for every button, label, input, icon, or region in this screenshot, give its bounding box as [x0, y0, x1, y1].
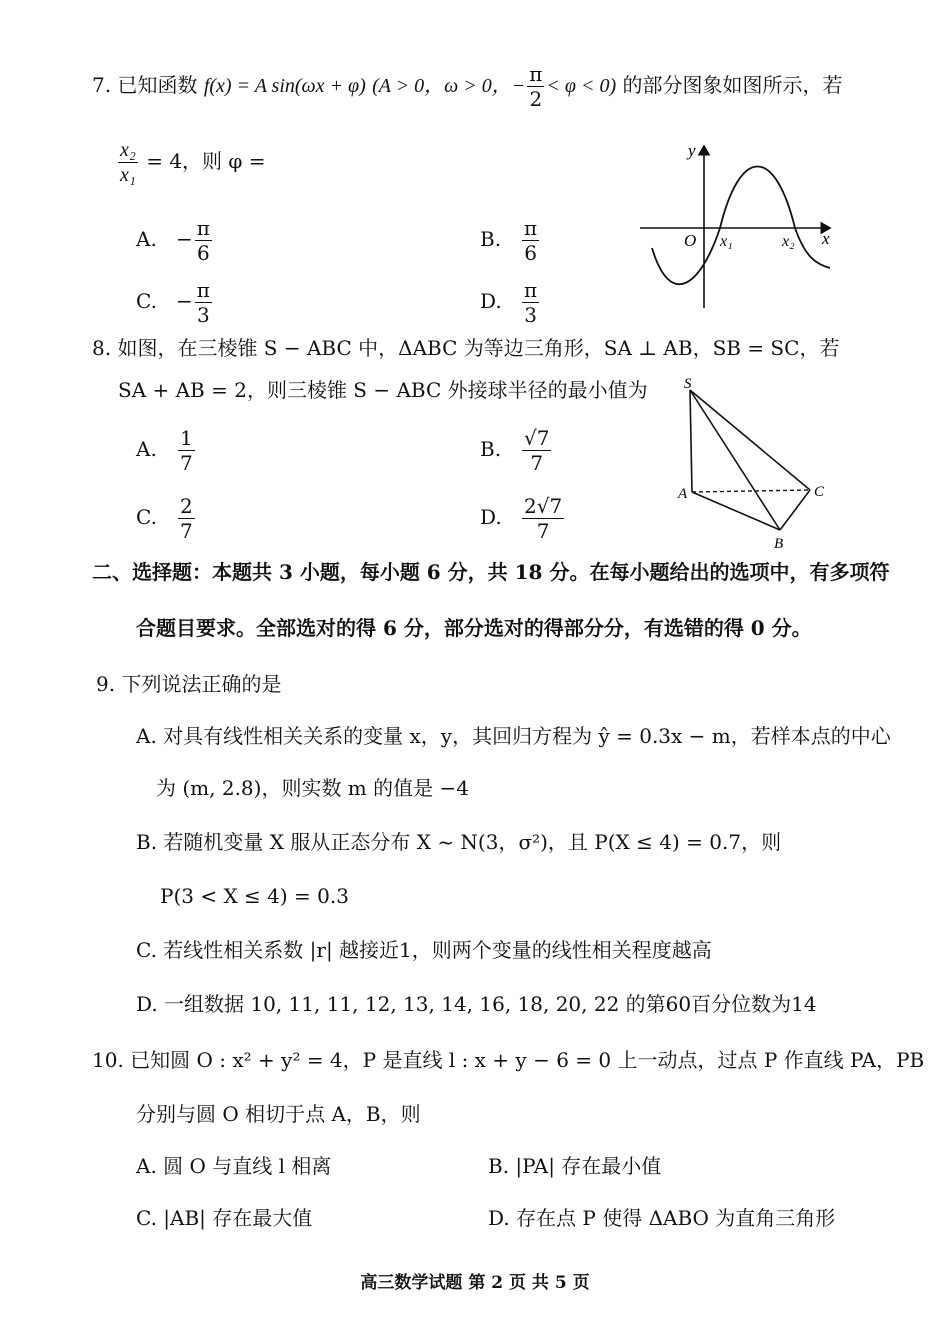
q9-option-d: D. 一组数据 10, 11, 11, 12, 13, 14, 16, 18, 20, 22 的第60百分位数为14 [136, 992, 817, 1016]
q8-edge-sc [690, 390, 810, 490]
section2-instructions-line-2: 合题目要求。全部选对的得 6 分，部分选对的得部分分，有选错的得 0 分。 [136, 616, 812, 640]
q8-option-d: D. $\frac{2√7}{7}$ [480, 494, 563, 543]
q8-option-c: C. $\frac{2}{7}$ [136, 494, 193, 543]
q7-x-label: x [822, 229, 830, 248]
q7-y-label: y [688, 141, 696, 160]
q7-option-c: C. − $\frac{\pi}{3}$ [136, 278, 210, 327]
q7-function: f(x) = A sin(ωx + φ) [203, 75, 366, 97]
q7-ratio-line [116, 140, 266, 185]
q10-stem-line-1: 10. 已知圆 O : x² + y² = 4，P 是直线 l : x + y − 6 = 0 上一动点，过点 P 作直线 PA，PB [92, 1048, 925, 1072]
q7-stem-line [92, 64, 843, 109]
q7-x2-label: x₂ [782, 233, 795, 250]
q7-ratio-tail: = 4，则 φ = [146, 149, 266, 173]
q7-sine-graph [630, 136, 845, 316]
q8-edge-ab [692, 492, 780, 530]
q7-option-d: D. $\frac{\pi}{3}$ [480, 278, 538, 327]
q8-label-c: C [814, 484, 825, 500]
q9-option-b-line-2: P(3 < X ≤ 4) = 0.3 [160, 884, 349, 908]
q9-option-b-line-1: B. 若随机变量 X 服从正态分布 X ~ N(3，σ²)，且 P(X ≤ 4) = 0.7，则 [136, 830, 782, 854]
q9-option-c: C. 若线性相关系数 |r| 越接近1，则两个变量的线性相关程度越高 [136, 938, 712, 962]
q7-ratio-fraction: $\frac{\text{x₂}}{\text{x₁}}$ [120, 139, 136, 186]
q8-edge-ac-hidden [692, 490, 810, 492]
q8-edge-sb [690, 390, 780, 530]
q8-label-a: A [678, 486, 688, 502]
section2-instructions-line-1: 二、选择题：本题共 3 小题，每小题 6 分，共 18 分。在每小题给出的选项中，有多项符 [92, 560, 890, 584]
q10-option-a: A. 圆 O 与直线 l 相离 [136, 1154, 332, 1178]
q8-edge-sa [690, 390, 692, 492]
q7-stem-start: 7. 已知函数 [92, 73, 198, 97]
q7-x1-label: x₁ [720, 233, 733, 250]
page-footer: 高三数学试题 第 2 页 共 5 页 [360, 1273, 590, 1293]
q7-origin-label: O [684, 231, 697, 250]
q10-option-c: C. |AB| 存在最大值 [136, 1206, 313, 1230]
q9-option-a-line-2: 为 (m, 2.8)，则实数 m 的值是 −4 [156, 776, 469, 800]
q10-option-d: D. 存在点 P 使得 ΔABO 为直角三角形 [488, 1206, 836, 1230]
q8-stem-line-1: 8. 如图，在三棱锥 S − ABC 中，ΔABC 为等边三角形，SA ⊥ AB，SB = SC，若 [92, 336, 840, 360]
q10-stem-line-2: 分别与圆 O 相切于点 A，B，则 [136, 1102, 421, 1126]
q8-label-b: B [774, 536, 784, 552]
q8-option-b: B. $\frac{√7}{7}$ [480, 426, 550, 475]
q9-option-a-line-1: A. 对具有线性相关关系的变量 x，y，其回归方程为 ŷ = 0.3x − m，若样本点的中心 [136, 724, 891, 748]
q7-condition-fraction: $\frac{\pi}{2}$ [529, 62, 543, 111]
q7-condition-start: (A > 0，ω > 0，− [372, 75, 526, 97]
q8-stem-line-2: SA + AB = 2，则三棱锥 S − ABC 外接球半径的最小值为 [118, 378, 648, 402]
q9-stem: 9. 下列说法正确的是 [96, 672, 282, 696]
q7-condition-end: < φ < 0) [546, 75, 617, 97]
q10-option-b: B. |PA| 存在最小值 [488, 1154, 662, 1178]
q7-sine-curve [652, 167, 830, 285]
q8-edge-bc [780, 490, 810, 530]
q7-option-a: A. − $\frac{\pi}{6}$ [136, 216, 210, 265]
q8-pyramid-figure [670, 376, 840, 552]
q7-stem-end: 的部分图象如图所示，若 [622, 73, 843, 97]
q8-label-s: S [684, 376, 692, 392]
q8-option-a: A. $\frac{1}{7}$ [136, 426, 193, 475]
q7-option-b: B. $\frac{\pi}{6}$ [480, 216, 538, 265]
